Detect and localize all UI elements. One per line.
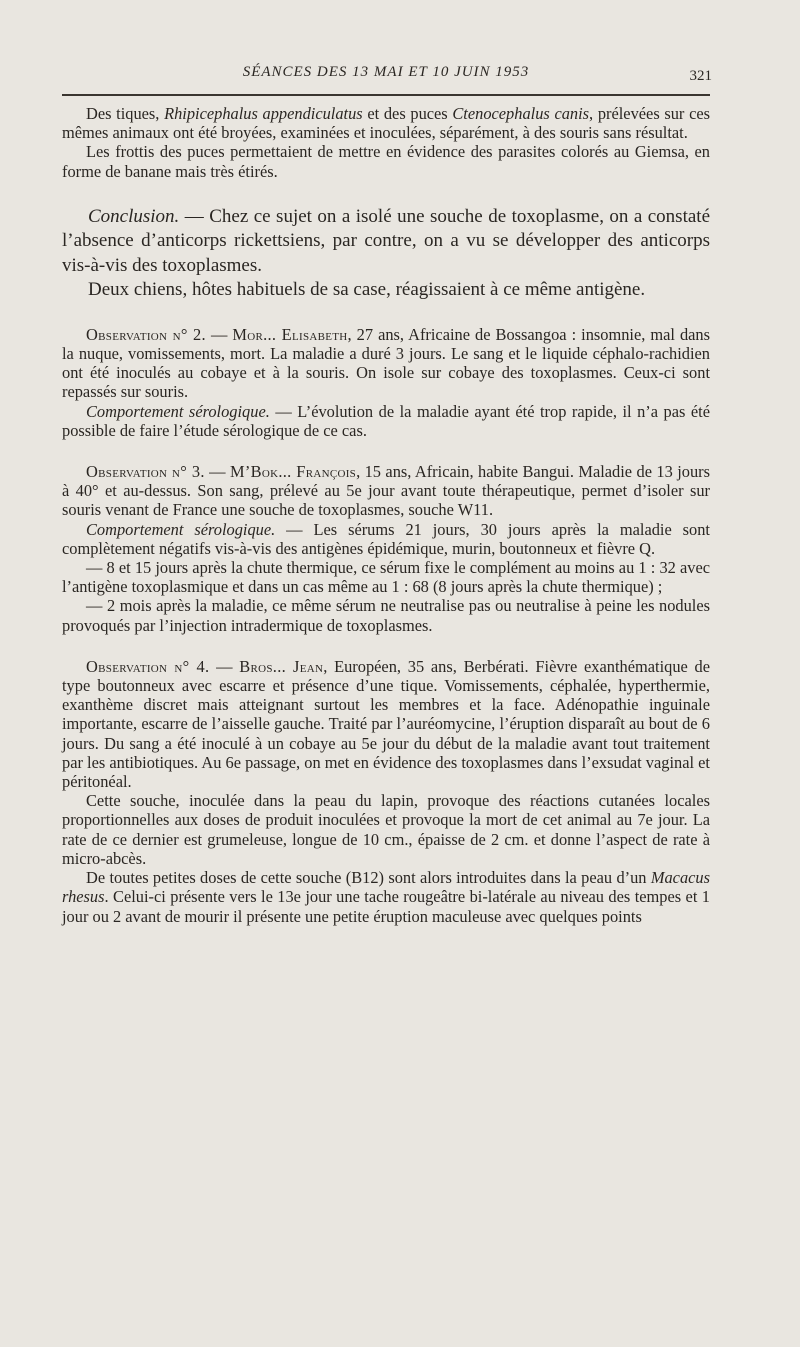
conclusion-section — [62, 205, 710, 303]
observation-2-serology — [62, 402, 710, 440]
observation-2-paragraph: Observation n° 2. — Mor... Elisabeth, 27 ans, Africaine de Bossangoa : insomnie, mal dans la nuque, vomissements, mort. La maladie a duré 3 jours. Le sang et le liquide céphalo-rachidien ont été inoculés au cobaye et à la souris. On isole sur cobaye des toxoplasmes. Ceux-ci sont repassés sur souris. — [62, 324, 710, 402]
text-run: et des puces — [362, 104, 453, 123]
observation-3-paragraph-4: — 2 mois après la maladie, ce même sérum ne neutralise pas ou neutralise à peine les nodules provoqués par l’injection intradermique de toxoplasmes. — [62, 596, 710, 635]
observation-label: Observation n° 4. — [86, 656, 210, 676]
text-run: , prélevées sur ces mêmes animaux ont été broyées, examinées et inoculées, séparément, à des souris sans résultat. — [62, 104, 710, 143]
running-header — [62, 60, 710, 96]
observation-4-paragraph: Observation n° 4. — Bros... Jean, Européen, 35 ans, Berbérati. Fièvre exanthématique de type boutonneux avec escarre et présence d’une tique. Vomissements, céphalée, hyperthermie, exanthème discret mais atteignant surtout les membres et la face. Adénopathie inguinale importante, escarre de l’aisselle gauche. Traité par l’auréomycine, l’éruption disparaît au bout de 6 jours. Du sang a été inoculé à un cobaye au 5e jour du début de la maladie avant tout traitement par les antibiotiques. Au 6e passage, on met en évidence des toxoplasmes dans l’exsudat vaginal et péritonéal. — [62, 656, 711, 792]
intro-paragraph-2: Les frottis des puces permettaient de mettre en évidence des parasites colorés au Giemsa, en forme de banane mais très étirés. — [62, 142, 710, 181]
conclusion-heading: Conclusion. — [88, 205, 180, 227]
observation-3-paragraph: Observation n° 3. — M’Bok... François, 15 ans, Africain, habite Bangui. Maladie de 13 jours à 40° et au-dessus. Son sang, prélevé au 5e jour avant toute thérapeutique, permet d’isoler sur souris venant de France une souche de toxoplasmes, souche W11. — [62, 462, 711, 520]
conclusion-paragraph-2: Deux chiens, hôtes habituels de sa case, réagissaient à ce même antigène. — [88, 279, 646, 301]
article-body — [62, 104, 710, 926]
observation-4-paragraph-2: Cette souche, inoculée dans la peau du lapin, provoque des réactions cutanées locales proportionnelles aux doses de produit inoculées et provoque la mort de cet animal au 7e jour. La rate de ce dernier est grumeleuse, longue de 10 cm., épaisse de 2 cm. et donne l’aspect de rate à micro-abcès. — [62, 791, 710, 868]
observation-4-paragraph-3 — [62, 868, 710, 926]
text-run: , 27 ans, Africaine de Bossangoa : insomnie, mal dans la nuque, vomissements, mort. La maladie a duré 3 jours. Le sang et le liquide céphalo-rachidien ont été inoculés au cobaye et à la souris. On isole sur cobaye des toxoplasmes. Ceux-ci sont repassés sur souris. — [62, 324, 710, 402]
intro-paragraph-1 — [62, 104, 710, 142]
observation-3-paragraph-3: — 8 et 15 jours après la chute thermique, ce sérum fixe le complément au moins au 1 : 32 avec l’antigène toxoplasmique et dans un cas même au 1 : 68 (8 jours après la chute thermique) ; — [62, 558, 710, 597]
running-title: SÉANCES DES 13 MAI ET 10 JUIN 1953 — [242, 64, 530, 80]
species-name: Ctenocephalus canis — [452, 104, 590, 123]
text-run: — L’évolution de la maladie ayant été trop rapide, il n’a pas été possible de faire l’étude sérologique de ce cas. — [62, 401, 710, 440]
species-name: Macacus rhesus — [62, 868, 710, 907]
observation-3-serology — [62, 520, 710, 558]
text-run: , 15 ans, Africain, habite Bangui. Maladie de 13 jours à 40° et au-dessus. Son sang, prélevé au 5e jour avant toute thérapeutique, permet d’isoler sur souris venant de France une souche de toxoplasmes, souche W11. — [62, 462, 711, 520]
sub-heading: Comportement sérologique. — [86, 519, 276, 539]
text-run: — Les sérums 21 jours, 30 jours après la maladie sont complètement négatifs vis-à-vis des antigènes épidémique, murin, boutonneux et fièvre Q. — [62, 519, 710, 558]
observation-label: Observation n° 2. — [86, 324, 206, 344]
patient-name: Bros... Jean — [239, 656, 324, 676]
species-name: Rhipicephalus appendiculatus — [164, 104, 363, 123]
observation-label: Observation n° 3. — [86, 462, 205, 482]
text-run: , Européen, 35 ans, Berbérati. Fièvre exanthématique de type boutonneux avec escarre et présence d’une tique. Vomissements, céphalée, hyperthermie, exanthème discret mais atteignant surtout les membres et la face. Adénopathie inguinale importante, escarre de l’aisselle gauche. Traité par l’auréomycine, l’éruption disparaît au bout de 6 jours. Du sang a été inoculé à un cobaye au 5e jour du début de la maladie avant tout traitement par les antibiotiques. Au 6e passage, on met en évidence des toxoplasmes dans l’exsudat vaginal et péritonéal. — [62, 656, 711, 792]
sub-heading: Comportement sérologique. — [86, 401, 270, 421]
text-run: . Celui-ci présente vers le 13e jour une tache rougeâtre bi-latérale au niveau des tempes et 1 jour ou 2 avant de mourir il présente une petite éruption maculeuse avec quelques points — [62, 887, 710, 926]
conclusion-paragraph-1 — [62, 205, 710, 279]
text-run: De toutes petites doses de cette souche (B12) sont alors introduites dans la peau d’un — [86, 868, 651, 888]
text-run: Des tiques, — [86, 104, 165, 123]
page-number: 321 — [689, 68, 712, 84]
text-run: — Chez ce sujet on a isolé une souche de toxoplasme, on a constaté l’absence d’anticorps rickettsiens, par contre, on a vu se développer des anticorps vis-à-vis des toxoplasmes. — [62, 205, 710, 276]
patient-name: Mor... Elisabeth — [232, 324, 348, 344]
patient-name: M’Bok... François — [230, 462, 357, 482]
